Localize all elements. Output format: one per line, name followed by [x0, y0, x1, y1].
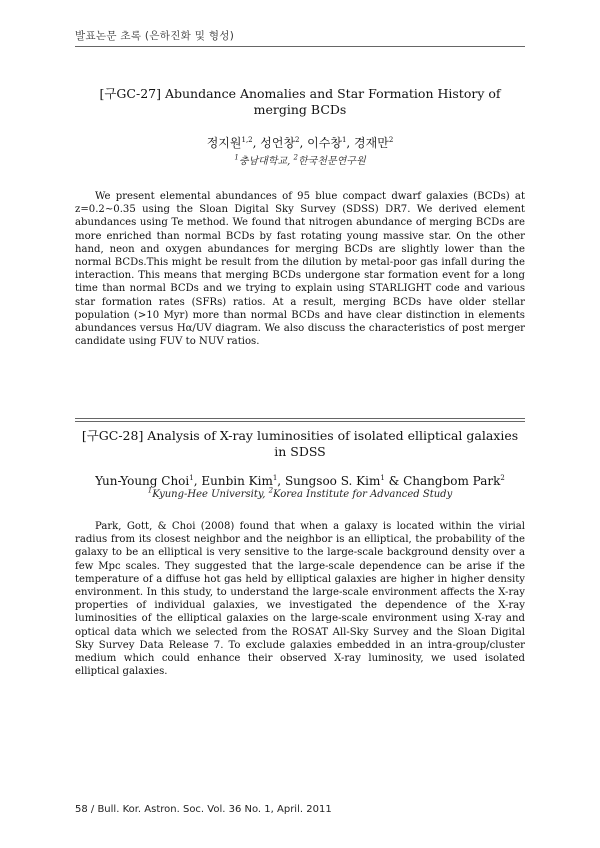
- author-sup: 2: [388, 136, 394, 144]
- abstract-gc28: [75, 428, 525, 678]
- author-sup: 1: [189, 474, 194, 482]
- author-name: 성언창: [260, 136, 296, 150]
- author-name: Yun-Young Choi: [95, 474, 190, 488]
- affiliation-list: $^1$충남대학교, $^2$한국천문연구원: [234, 153, 366, 167]
- author-list: Yun-Young Choi$^1$, Eunbin Kim$^1$, Sungsoo S. Kim$^1$ & Changbom Park$^2$: [95, 474, 505, 488]
- affiliation-name: 한국천문연구원: [297, 156, 366, 167]
- affil-sup: 2: [268, 486, 274, 495]
- section-rule-inner: [75, 421, 525, 422]
- author-sup: 1: [272, 474, 278, 482]
- abstract-title: [구GC-28] Analysis of X-ray luminosities of isolated elliptical galaxies in SDSS: [81, 428, 519, 459]
- abstract-body: We present elemental abundances of 95 blue compact dwarf galaxies (BCDs) at z=0.2~0.35 using the Sloan Digital Sky Survey (SDSS) DR7. We derived element abundances using Te method. We found that nitrogen abundance of merging BCDs are more enriched than normal BCDs by fast rotating young massive star. On the other hand, neon and oxygen abundances for merging BCDs are slightly lower than the normal BCDs.This might be result from the dilution by metal-poor gas infall during the interaction. This means that merging BCDs undergone star formation event for a long time than normal BCDs and we trying to explain using STARLIGHT code and various star formation rates (SFRs) ratios. At a result, merging BCDs have older stellar population (>10 Myr) more than normal BCDs and have clear distinction in elements abundances versus Hα/UV diagram. We also discuss the characteristics of post merger candidate using FUV to NUV ratios.: [75, 191, 525, 348]
- author-name: 이수창: [307, 136, 342, 150]
- abstract-gc27: [75, 86, 525, 348]
- affil-sup: 1: [147, 486, 153, 495]
- affiliation-list: $^1$Kyung-Hee University, $^2$Korea Institute for Advanced Study: [147, 486, 453, 500]
- author-name: Changbom Park: [403, 474, 501, 488]
- page-footer: 58 / Bull. Kor. Astron. Soc. Vol. 36 No. 1, April. 2011: [75, 804, 332, 815]
- author-sup: 2: [500, 474, 505, 482]
- affiliation-name: 충남대학교: [238, 156, 288, 167]
- affiliation-name: Korea Institute for Advanced Study: [273, 489, 453, 500]
- author-name: Sungsoo S. Kim: [284, 474, 381, 488]
- section-rule: [75, 418, 525, 419]
- running-header: 발표논문 초록 (은하진화 및 형성): [75, 30, 235, 42]
- author-sup: 1: [380, 474, 385, 482]
- author-sup: 1: [341, 136, 347, 144]
- author-name: 경재만: [354, 136, 389, 150]
- author-name: Eunbin Kim: [201, 474, 273, 488]
- abstract-title: [구GC-27] Abundance Anomalies and Star Formation History of merging BCDs: [99, 86, 501, 117]
- author-name: 정지원: [206, 136, 242, 150]
- author-sup: 2: [295, 136, 300, 144]
- abstract-body: Park, Gott, & Choi (2008) found that when a galaxy is located within the virial radius from its closest neighbor and the neighbor is an elliptical, the probability of the galaxy to be an elliptical is very sensitive to the large-scale background density over a few Mpc scales. They suggested that the large-scale dependence can be arise if the temperature of a diffuse hot gas held by elliptical galaxies are higher in higher density environment. In this study, to understand the large-scale environment affects the X-ray properties of individual galaxies, we investigated the dependence of the X-ray luminosities of the elliptical galaxies on the large-scale environment using X-ray and optical data which we selected from the ROSAT All-Sky Survey and the Sloan Digital Sky Survey Data Release 7. To exclude galaxies embedded in an intra-group/cluster medium which could enhance their observed X-ray luminosity, we used isolated elliptical galaxies.: [75, 521, 525, 678]
- author-list: 정지원$^{1,2}$, 성언창$^2$, 이수창$^1$, 경재만$^2$: [206, 136, 394, 150]
- affiliation-name: Kyung-Hee University: [152, 489, 263, 500]
- header-rule: [75, 46, 525, 47]
- affil-sup: 2: [293, 153, 298, 162]
- author-sup: 1,2: [241, 136, 253, 144]
- affil-sup: 1: [234, 153, 239, 162]
